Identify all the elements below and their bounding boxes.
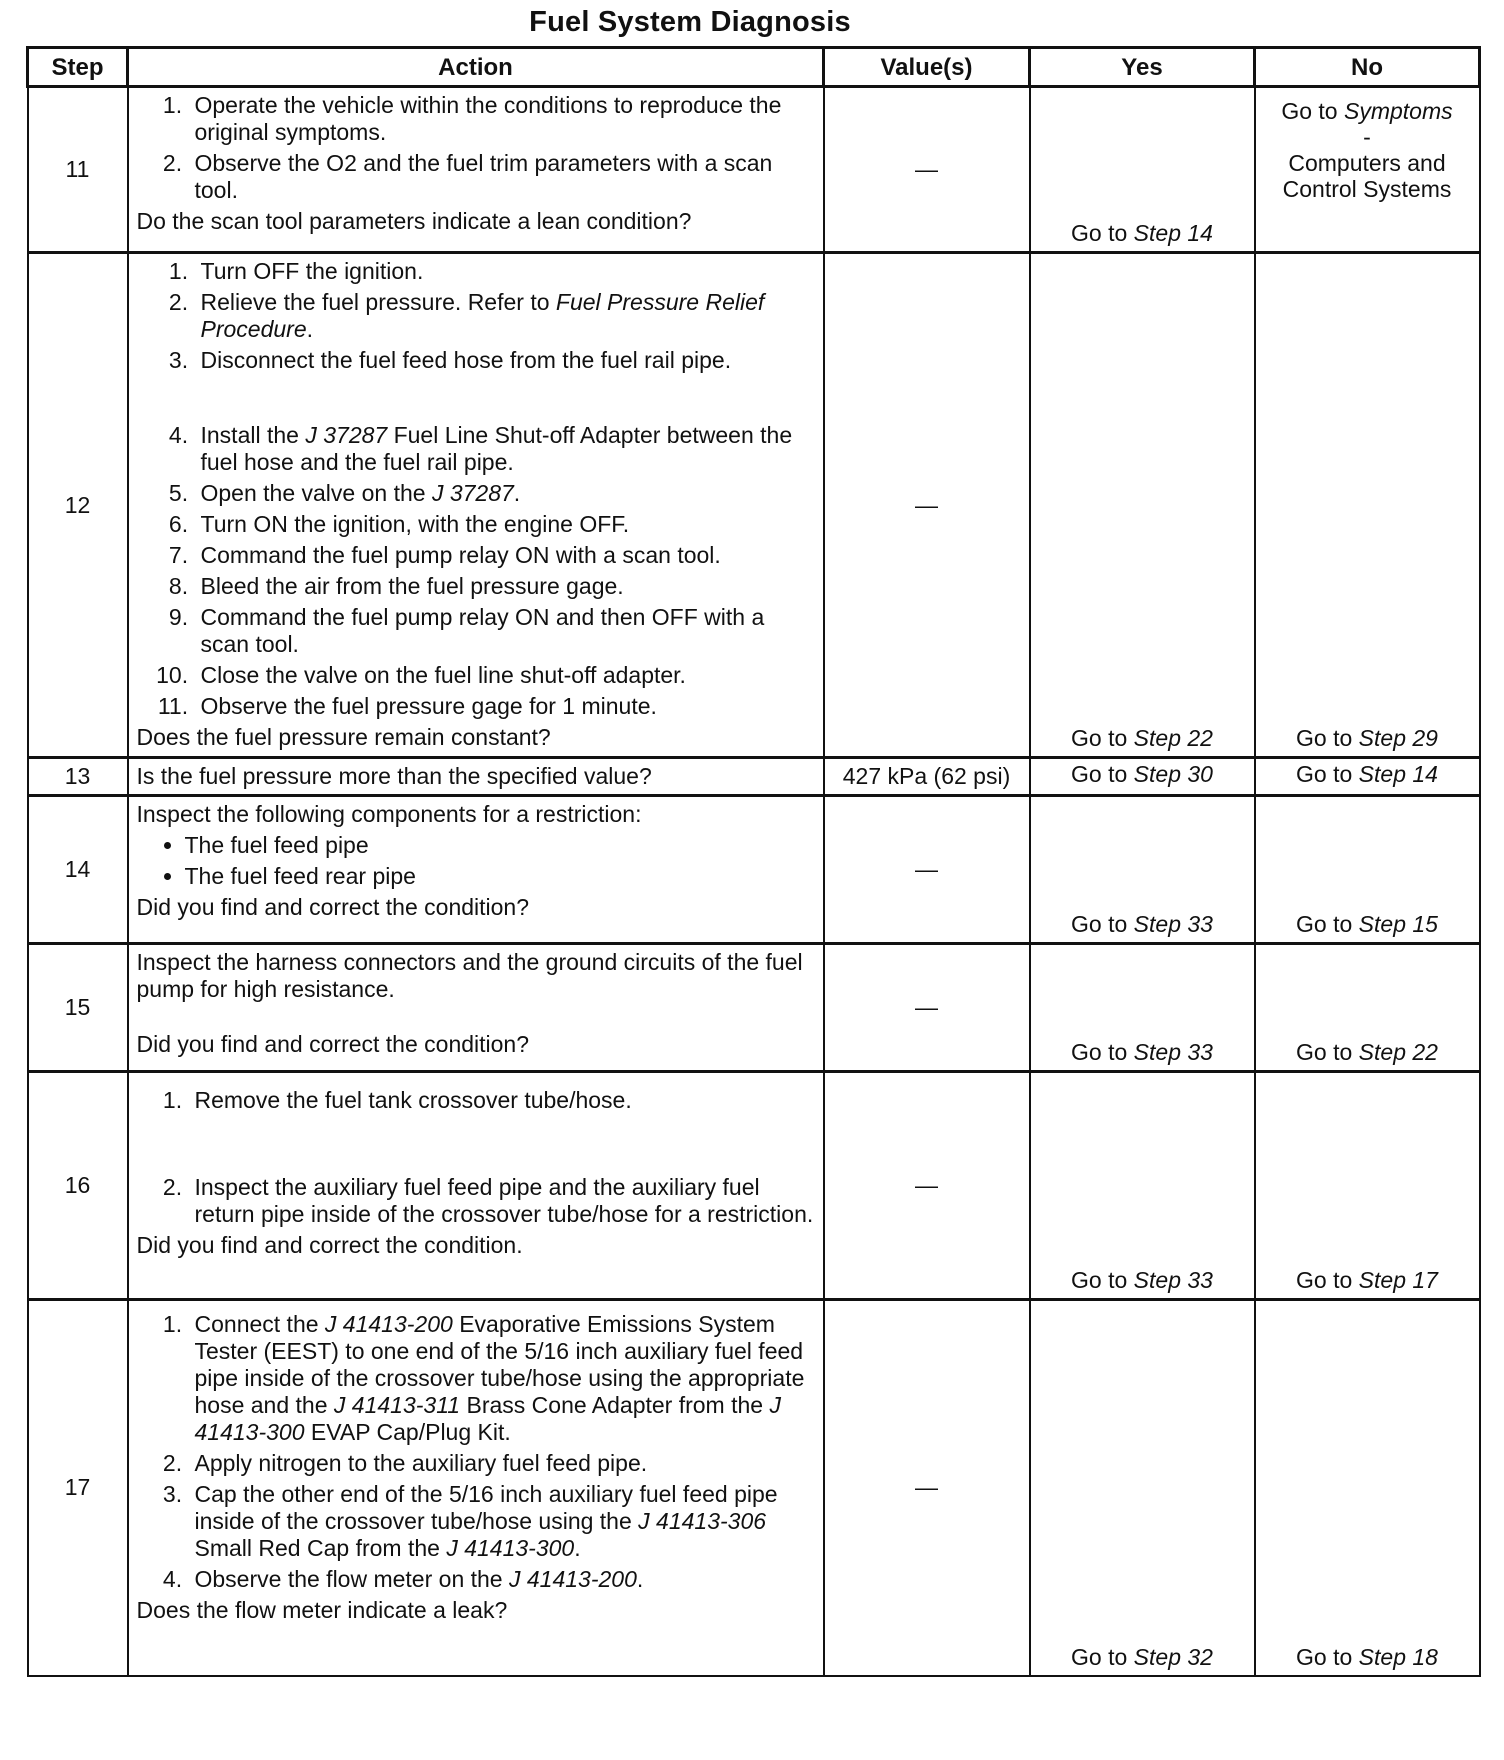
no-cell: Go to Step 14	[1255, 758, 1480, 796]
step-question: Does the flow meter indicate a leak?	[136, 1597, 508, 1623]
no-step-ref: 14	[1412, 761, 1438, 787]
step-question: Does the fuel pressure remain constant?	[136, 724, 551, 750]
step-number: 17	[28, 1300, 128, 1676]
step-number: 11	[28, 87, 128, 253]
action-item: 1. Remove the fuel tank crossover tube/hose.	[189, 1087, 815, 1114]
step-question: Did you find and correct the condition?	[136, 1031, 530, 1057]
action-item: 6. Turn ON the ignition, with the engine OFF.	[195, 511, 815, 538]
yes-cell: Go to Step 22	[1030, 253, 1255, 758]
no-cell: Go to Step 18	[1255, 1300, 1480, 1676]
no-step-ref: 15	[1412, 911, 1438, 937]
step-number: 12	[28, 253, 128, 758]
step-number: 14	[28, 796, 128, 944]
action-item: 7. Command the fuel pump relay ON with a scan tool.	[195, 542, 815, 569]
action-item: 2. Inspect the auxiliary fuel feed pipe and the auxiliary fuel return pipe inside of the crossover tube/hose for a restriction.	[189, 1174, 815, 1228]
table-row-step-13	[28, 758, 1480, 796]
no-cell: Go to Symptoms - Computers and Control Systems	[1255, 87, 1480, 253]
yes-step-ref: 30	[1187, 761, 1213, 787]
table-row-step-16	[28, 1072, 1480, 1300]
yes-step-ref: 32	[1187, 1643, 1213, 1670]
column-header-step: Step	[28, 48, 128, 87]
action-item: 5. Open the valve on the J 37287.	[195, 480, 815, 507]
value-cell: —	[824, 796, 1030, 944]
no-step-ref: 29	[1412, 725, 1438, 751]
no-cell: Go to Step 29	[1255, 253, 1480, 758]
action-item: 1. Operate the vehicle within the conditions to reproduce the original symptoms.	[189, 92, 815, 146]
step-question: Did you find and correct the condition.	[136, 1232, 523, 1258]
yes-step-ref: 33	[1187, 1267, 1213, 1293]
no-doc-ref-rest: Computers and Control Systems	[1282, 150, 1452, 202]
yes-cell: Go to Step 30	[1030, 758, 1255, 796]
yes-cell: Go to Step 33	[1030, 944, 1255, 1072]
step-question: Did you find and correct the condition?	[136, 894, 530, 920]
action-item: 2. Relieve the fuel pressure. Refer to Fuel Pressure Relief Procedure.	[195, 289, 815, 343]
action-cell	[128, 87, 824, 253]
bullet-item: • The fuel feed pipe	[185, 832, 815, 859]
step-number: 15	[28, 944, 128, 1072]
value-cell: —	[824, 1072, 1030, 1300]
action-item: 10. Close the valve on the fuel line shut-off adapter.	[195, 662, 815, 689]
header-row	[28, 48, 1480, 87]
value-cell: —	[824, 1300, 1030, 1676]
action-item: 1. Connect the J 41413-200 Evaporative Emissions System Tester (EEST) to one end of the 5/16 inch auxiliary fuel feed pipe inside of the crossover tube/hose using the appropriate hose and the J 41413-311 Brass Cone Adapter from the J 41413-300 EVAP Cap/Plug Kit.	[189, 1311, 815, 1446]
no-step-ref: 22	[1412, 1039, 1438, 1065]
step-number: 16	[28, 1072, 128, 1300]
no-cell: Go to Step 17	[1255, 1072, 1480, 1300]
yes-step-ref: 22	[1187, 725, 1213, 751]
action-item: 3. Disconnect the fuel feed hose from the fuel rail pipe.	[195, 347, 815, 374]
value-cell: —	[824, 253, 1030, 758]
column-header-values: Value(s)	[824, 48, 1030, 87]
action-item: 3. Cap the other end of the 5/16 inch auxiliary fuel feed pipe inside of the crossover tube/hose using the J 41413-306 Small Red Cap from the J 41413-300.	[189, 1481, 815, 1562]
table-row-step-15	[28, 944, 1480, 1072]
step-question: Do the scan tool parameters indicate a lean condition?	[136, 208, 692, 234]
yes-cell: Go to Step 33	[1030, 1072, 1255, 1300]
action-cell	[128, 944, 824, 1072]
action-cell	[128, 1072, 824, 1300]
no-cell: Go to Step 22	[1255, 944, 1480, 1072]
action-cell	[128, 253, 824, 758]
action-item: 9. Command the fuel pump relay ON and then OFF with a scan tool.	[195, 604, 815, 658]
spacer	[195, 378, 815, 418]
value-cell: —	[824, 87, 1030, 253]
step-question: Is the fuel pressure more than the specified value?	[136, 763, 652, 789]
action-item: 11. Observe the fuel pressure gage for 1 minute.	[195, 693, 815, 720]
no-step-ref: 17	[1412, 1267, 1438, 1293]
table-row-step-12	[28, 253, 1480, 758]
diagnosis-table	[26, 46, 1481, 1677]
action-cell	[128, 1300, 824, 1676]
table-row-step-14	[28, 796, 1480, 944]
value-cell: —	[824, 944, 1030, 1072]
table-row-step-17	[28, 1300, 1480, 1676]
action-item: 1. Turn OFF the ignition.	[195, 258, 815, 285]
no-cell: Go to Step 15	[1255, 796, 1480, 944]
action-item: 2. Apply nitrogen to the auxiliary fuel feed pipe.	[189, 1450, 815, 1477]
action-item: 4. Observe the flow meter on the J 41413-200.	[189, 1566, 815, 1593]
action-item: 2. Observe the O2 and the fuel trim parameters with a scan tool.	[189, 150, 815, 204]
bullet-item: • The fuel feed rear pipe	[185, 863, 815, 890]
column-header-no: No	[1255, 48, 1480, 87]
step-intro: Inspect the harness connectors and the ground circuits of the fuel pump for high resistance.	[136, 949, 803, 1002]
yes-step-ref: 14	[1187, 220, 1213, 246]
action-item: 8. Bleed the air from the fuel pressure gage.	[195, 573, 815, 600]
action-item: 4. Install the J 37287 Fuel Line Shut-off Adapter between the fuel hose and the fuel rail pipe.	[195, 422, 815, 476]
action-cell	[128, 796, 824, 944]
spacer	[189, 1118, 815, 1170]
action-cell	[128, 758, 824, 796]
yes-step-ref: 33	[1187, 911, 1213, 937]
step-number: 13	[28, 758, 128, 796]
table-row-step-11	[28, 87, 1480, 253]
value-cell: 427 kPa (62 psi)	[824, 758, 1030, 796]
yes-cell: Go to Step 14	[1030, 87, 1255, 253]
yes-cell: Go to Step 32	[1030, 1300, 1255, 1676]
no-step-ref: 18	[1412, 1643, 1438, 1670]
column-header-action: Action	[128, 48, 824, 87]
column-header-yes: Yes	[1030, 48, 1255, 87]
step-intro: Inspect the following components for a restriction:	[136, 801, 642, 827]
yes-step-ref: 33	[1187, 1039, 1213, 1065]
yes-cell: Go to Step 33	[1030, 796, 1255, 944]
no-doc-ref: Symptoms	[1344, 98, 1453, 124]
document-title: Fuel System Diagnosis	[529, 6, 851, 38]
